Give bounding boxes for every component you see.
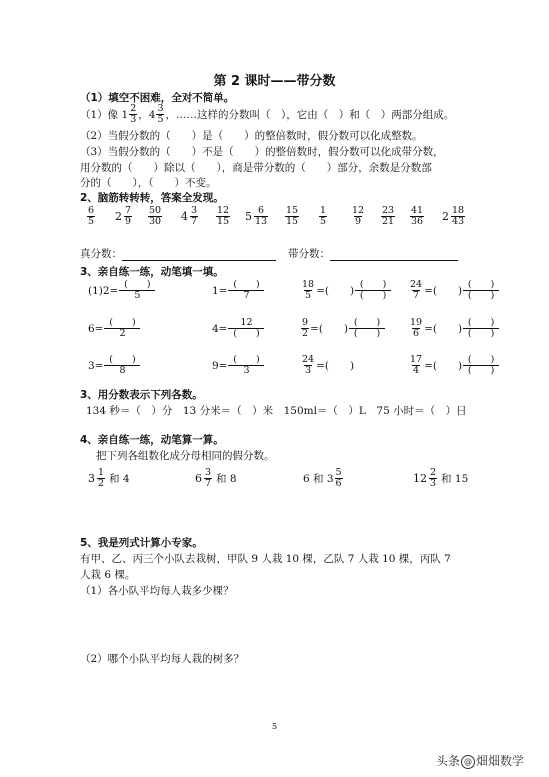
fill-in-item <box>88 318 141 339</box>
fraction <box>319 206 327 227</box>
section-1-line-1 <box>80 104 454 125</box>
numerator: 5 <box>335 467 342 478</box>
numerator: 3 <box>157 103 164 114</box>
fraction <box>409 355 423 376</box>
denominator: 2 <box>302 328 309 339</box>
denominator: 5 <box>88 216 95 227</box>
denominator: 9 <box>125 216 132 227</box>
fraction <box>216 206 230 227</box>
fill-in-item <box>88 280 156 301</box>
numerator: 19 <box>410 317 423 328</box>
group-3 <box>303 468 344 489</box>
fraction-item <box>215 206 231 227</box>
fill-in-item <box>300 318 386 339</box>
fill-in-item <box>408 355 500 376</box>
group-suffix: 和 8 <box>216 473 237 485</box>
fraction-item <box>409 206 425 227</box>
fraction-item <box>86 206 96 227</box>
numerator: 12 <box>352 205 365 216</box>
equation-left: 4= <box>212 322 228 335</box>
fraction <box>129 104 137 125</box>
numerator: 18 <box>302 279 315 290</box>
denominator: 9 <box>355 216 362 227</box>
denominator[interactable]: 2 <box>104 328 140 339</box>
answer-fraction[interactable] <box>228 355 264 376</box>
line-1-prefix: （1）像 1 <box>80 109 129 121</box>
equation-middle[interactable]: =( ) <box>424 360 463 372</box>
numerator: 9 <box>302 317 309 328</box>
section-1-line-4: 用分数的（ ）除以（ ），商是带分数的（ ）部分，余数是分数部 <box>80 162 432 174</box>
equation-left: 9= <box>212 359 228 372</box>
numerator: 50 <box>149 205 162 216</box>
line-1-mid: ，4 <box>138 109 156 121</box>
numerator: 6 <box>258 205 265 216</box>
denominator[interactable]: ( ) <box>349 328 385 339</box>
page-title: 第 2 课时——带分数 <box>213 74 336 89</box>
answer-fraction[interactable] <box>463 318 499 339</box>
section-1-line-5: 分的（ ），（ ）不变。 <box>80 177 217 189</box>
equation-middle[interactable]: =( ) <box>310 323 349 335</box>
numerator: 41 <box>411 205 424 216</box>
unit-conversion-line: 134 秒＝（ ）分 13 分米＝（ ）米 150ml＝（ ）L 75 小时＝（ ）日 <box>86 405 467 417</box>
fraction <box>410 206 424 227</box>
whole-part: 12 <box>413 472 427 485</box>
fraction <box>301 318 309 339</box>
section-5-heading: 5、我是列式计算小专家。 <box>80 537 203 549</box>
denominator: 15 <box>217 216 230 227</box>
denominator: 3 <box>430 478 437 489</box>
numerator: 3 <box>205 467 212 478</box>
numerator[interactable]: ( ) <box>467 317 495 328</box>
fraction <box>451 206 465 227</box>
whole-part: 2 <box>115 210 122 223</box>
answer-fraction[interactable] <box>355 280 391 301</box>
page-number: 5 <box>271 722 278 731</box>
true-fraction-text: 真分数： <box>80 248 122 260</box>
fill-in-item <box>88 355 141 376</box>
equation-left: 3= <box>88 359 104 372</box>
fraction-item <box>318 206 328 227</box>
denominator[interactable]: 3 <box>228 365 264 376</box>
equation-middle[interactable]: =( ) <box>316 360 355 372</box>
fraction-item <box>350 206 366 227</box>
denominator: 3 <box>305 365 312 376</box>
denominator: 6 <box>413 328 420 339</box>
denominator: 6 <box>335 478 342 489</box>
group-prefix: 6 和 3 <box>303 473 334 485</box>
numerator: 6 <box>88 205 95 216</box>
denominator: 13 <box>255 216 268 227</box>
numerator: 1 <box>320 205 327 216</box>
numerator: 12 <box>217 205 230 216</box>
equation-middle[interactable]: =( ) <box>424 323 463 335</box>
numerator[interactable]: ( ) <box>233 279 260 290</box>
question-2: （2）哪个小队平均每人栽的树多？ <box>80 653 245 665</box>
problem-text-1: 有甲、乙、丙三个小队去栽树，甲队 9 人栽 10 棵，乙队 7 人栽 10 棵，丙队 7 <box>80 553 451 565</box>
numerator[interactable]: 12 <box>240 317 253 328</box>
denominator: 43 <box>452 216 465 227</box>
denominator: 5 <box>305 290 312 301</box>
denominator[interactable]: ( ) <box>463 365 499 376</box>
denominator: 5 <box>320 216 327 227</box>
denominator[interactable]: ( ) <box>228 328 264 339</box>
fraction <box>429 468 437 489</box>
fill-in-item <box>212 318 265 339</box>
numerator[interactable]: ( ) <box>109 317 136 328</box>
section-1-heading: （1）填空不困难，全对不简单。 <box>80 92 235 104</box>
answer-fraction[interactable] <box>228 318 264 339</box>
equation-left: (1)2= <box>88 284 119 297</box>
numerator[interactable]: ( ) <box>467 354 495 365</box>
fraction <box>351 206 365 227</box>
denominator: 15 <box>286 216 299 227</box>
numerator: 24 <box>410 279 423 290</box>
answer-line[interactable] <box>122 260 276 261</box>
denominator: 5 <box>157 114 164 125</box>
section-1-line-3: （3）当假分数的（ ）不是（ ）的整倍数时，假分数可以化成带分数， <box>80 146 444 158</box>
numerator: 2 <box>430 467 437 478</box>
fraction-item <box>181 206 199 227</box>
fraction <box>301 355 315 376</box>
fill-in-item <box>300 355 354 376</box>
denominator: 2 <box>98 478 105 489</box>
numerator: 24 <box>302 354 315 365</box>
section-4-heading: 4、亲自练一练，动笔算一算。 <box>80 434 224 446</box>
question-1: （1）各小队平均每人栽多少棵？ <box>80 585 234 597</box>
fraction <box>156 104 164 125</box>
denominator: 7 <box>205 478 212 489</box>
section-3-heading: 3、亲自练一练，动笔填一填。 <box>80 266 224 278</box>
watermark-name: 畑畑数学 <box>476 754 525 768</box>
group-4 <box>413 468 468 489</box>
group-suffix: 和 15 <box>441 473 469 485</box>
denominator[interactable]: 7 <box>228 290 264 301</box>
equation-left: 1= <box>212 284 228 297</box>
denominator[interactable]: ( ) <box>463 290 499 301</box>
equation-left: 6= <box>88 322 104 335</box>
denominator: 7 <box>191 216 198 227</box>
fraction <box>124 206 132 227</box>
fraction-item <box>442 206 466 227</box>
group-1 <box>88 468 130 489</box>
numerator: 18 <box>452 205 465 216</box>
whole-part: 2 <box>442 210 449 223</box>
section-3-sub-heading: 3、用分数表示下列各数。 <box>80 389 203 401</box>
denominator[interactable]: ( ) <box>463 328 499 339</box>
fraction <box>409 280 423 301</box>
whole-part: 3 <box>88 472 95 485</box>
true-fraction-label <box>80 247 276 261</box>
answer-fraction[interactable] <box>228 280 264 301</box>
fill-in-item <box>408 318 500 339</box>
denominator: 30 <box>149 216 162 227</box>
denominator[interactable]: 5 <box>119 290 155 301</box>
numerator[interactable]: ( ) <box>124 279 151 290</box>
at-icon: @ <box>461 755 475 769</box>
whole-part: 4 <box>181 210 188 223</box>
fraction <box>301 280 315 301</box>
section-4-instruction: 把下列各组数化成分母相同的假分数。 <box>96 450 275 462</box>
answer-fraction[interactable] <box>463 355 499 376</box>
denominator[interactable]: 8 <box>104 365 140 376</box>
denominator: 21 <box>382 216 395 227</box>
numerator[interactable]: ( ) <box>233 354 260 365</box>
fraction <box>335 468 343 489</box>
fraction <box>97 468 105 489</box>
denominator: 4 <box>413 365 420 376</box>
mixed-number-text: 带分数： <box>288 248 330 260</box>
fraction <box>285 206 299 227</box>
fraction-item <box>147 206 163 227</box>
group-suffix: 和 4 <box>109 473 130 485</box>
fraction <box>204 468 212 489</box>
fraction <box>254 206 268 227</box>
fraction <box>381 206 395 227</box>
section-1-line-2: （2）当假分数的（ ）是（ ）的整倍数时，假分数可以化成整数。 <box>80 130 423 142</box>
denominator: 36 <box>411 216 424 227</box>
fraction-item <box>380 206 396 227</box>
fraction <box>87 206 95 227</box>
numerator: 7 <box>125 205 132 216</box>
numerator[interactable]: ( ) <box>359 279 387 290</box>
section-2-heading: 2、脑筋转转转，答案全发现。 <box>80 192 224 204</box>
denominator: 7 <box>413 290 420 301</box>
whole-part: 5 <box>245 210 252 223</box>
mixed-number-label <box>288 247 458 261</box>
numerator: 17 <box>410 354 423 365</box>
fraction <box>148 206 162 227</box>
numerator: 15 <box>286 205 299 216</box>
fill-in-item <box>212 355 265 376</box>
fraction-item <box>284 206 300 227</box>
numerator: 3 <box>191 205 198 216</box>
answer-fraction[interactable] <box>104 355 140 376</box>
fraction <box>409 318 423 339</box>
numerator[interactable]: ( ) <box>353 317 381 328</box>
fill-in-item <box>212 280 265 301</box>
watermark <box>436 752 524 769</box>
denominator[interactable]: ( ) <box>355 290 391 301</box>
equation-middle[interactable]: =( ) <box>316 285 355 297</box>
fill-in-item <box>408 280 500 301</box>
fill-in-item <box>300 280 392 301</box>
answer-fraction[interactable] <box>349 318 385 339</box>
whole-part: 6 <box>195 472 202 485</box>
fraction-item <box>115 206 133 227</box>
answer-fraction[interactable] <box>104 318 140 339</box>
numerator: 2 <box>130 103 137 114</box>
answer-fraction[interactable] <box>119 280 155 301</box>
numerator: 1 <box>98 467 105 478</box>
group-2 <box>195 468 237 489</box>
numerator[interactable]: ( ) <box>467 279 495 290</box>
numerator[interactable]: ( ) <box>109 354 136 365</box>
fraction <box>190 206 198 227</box>
fraction-item <box>245 206 269 227</box>
problem-text-2: 人栽 6 棵。 <box>80 569 136 581</box>
equation-middle[interactable]: =( ) <box>424 285 463 297</box>
numerator: 23 <box>382 205 395 216</box>
answer-line[interactable] <box>330 260 458 261</box>
watermark-prefix: 头条 <box>436 754 461 768</box>
denominator: 3 <box>130 114 137 125</box>
answer-fraction[interactable] <box>463 280 499 301</box>
line-1-suffix: ，……这样的分数叫（ ），它由（ ）和（ ）两部分组成。 <box>165 109 455 121</box>
